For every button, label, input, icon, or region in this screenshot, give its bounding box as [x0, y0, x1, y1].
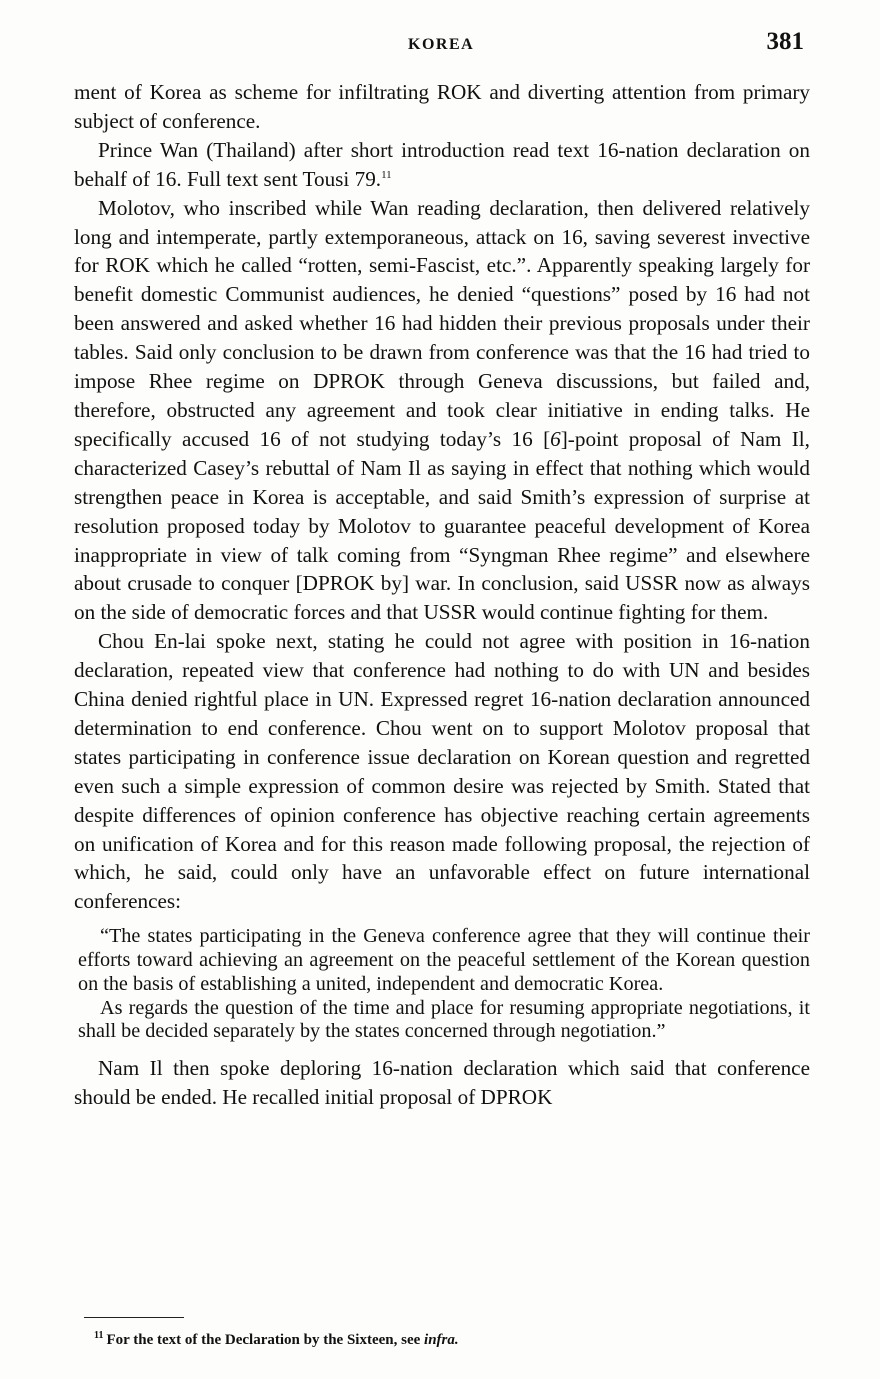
footnote-reference: 11	[381, 168, 392, 181]
paragraph-molotov	[74, 194, 810, 628]
editorial-correction: 6	[550, 426, 561, 451]
footnote-reference-link: infra.	[424, 1332, 459, 1348]
body-text	[74, 78, 810, 1112]
paragraph-chou-en-lai: Chou En-lai spoke next, stating he could not agree with position in 16-nation declaration, repeated view that conference had nothing to do with UN and besides China denied rightful place in UN. Expressed regret 16-nation declaration announced determination to end conference. Chou went on to support Molotov proposal that states participating in conference issue declaration on Korean question and regretted even such a simple expression of common desire was rejected by Smith. Stated that despite differences of opinion conference has objective reaching certain agreements on unification of Korea and for this reason made following proposal, the rejection of which, he said, could only have an unfavorable effect on future international conferences:	[74, 629, 810, 914]
footnote-divider	[84, 1317, 184, 1318]
quote-paragraph: “The states participating in the Geneva conference agree that they will continue their efforts toward achieving an agreement on the peaceful settlement of the Korean question on the basis of establishing a united, independent and democratic Korea.	[78, 925, 810, 995]
footnote	[94, 1326, 814, 1350]
paragraph-text: Prince Wan (Thailand) after short introduction read text 16-nation declaration on behalf of 16. Full text sent Tousi 79.	[74, 137, 810, 191]
paragraph-nam-il: Nam Il then spoke deploring 16-nation declaration which said that conference should be ended. He recalled initial proposal of DPROK	[74, 1056, 810, 1110]
paragraph-text-continued: ]-point proposal of Nam Il, characterized Casey’s rebuttal of Nam Il as saying in effect that nothing which would strengthen peace in Korea is acceptable, and said Smith’s expression of surprise at resolution proposed today by Molotov to guarantee peaceful development of Korea inappropriate in view of talk coming from “Syngman Rhee regime” and elsewhere about crusade to conquer [DPROK by] war. In conclusion, said USSR now as always on the side of democratic forces and that USSR would continue fighting for them.	[74, 426, 810, 625]
quote-paragraph: As regards the question of the time and place for resuming appropriate negotiations, it shall be decided separately by the states concerned through negotiation.”	[78, 996, 810, 1043]
running-head	[0, 28, 880, 58]
paragraph-prince-wan	[74, 136, 810, 194]
block-quote	[78, 925, 810, 1044]
page-number: 381	[766, 28, 804, 55]
footnote-mark: 11	[94, 1330, 104, 1341]
footnote-text: For the text of the Declaration by the Sixteen, see	[106, 1332, 421, 1348]
editorial-bracket-open: [	[543, 426, 551, 451]
paragraph-text: Molotov, who inscribed while Wan reading declaration, then delivered relatively long and intemperate, partly extemporaneous, attack on 16, saving severest invective for ROK which he called “rotten, semi-Fascist, etc.”. Apparently speaking largely for benefit domestic Communist audiences, he denied “questions” posed by 16 had not been answered and asked whether 16 had hidden their previous proposals under their tables. Said only conclusion to be drawn from conference was that the 16 had tried to impose Rhee regime on DPROK through Geneva discussions, but failed and, therefore, obstructed any agreement and took clear initiative in ending talks. He specifically accused 16 of not studying today’s 16	[74, 195, 810, 451]
running-head-title: KOREA	[408, 36, 475, 53]
paragraph-continuation: ment of Korea as scheme for infiltrating ROK and diverting attention from primary subject of conference.	[74, 80, 810, 133]
